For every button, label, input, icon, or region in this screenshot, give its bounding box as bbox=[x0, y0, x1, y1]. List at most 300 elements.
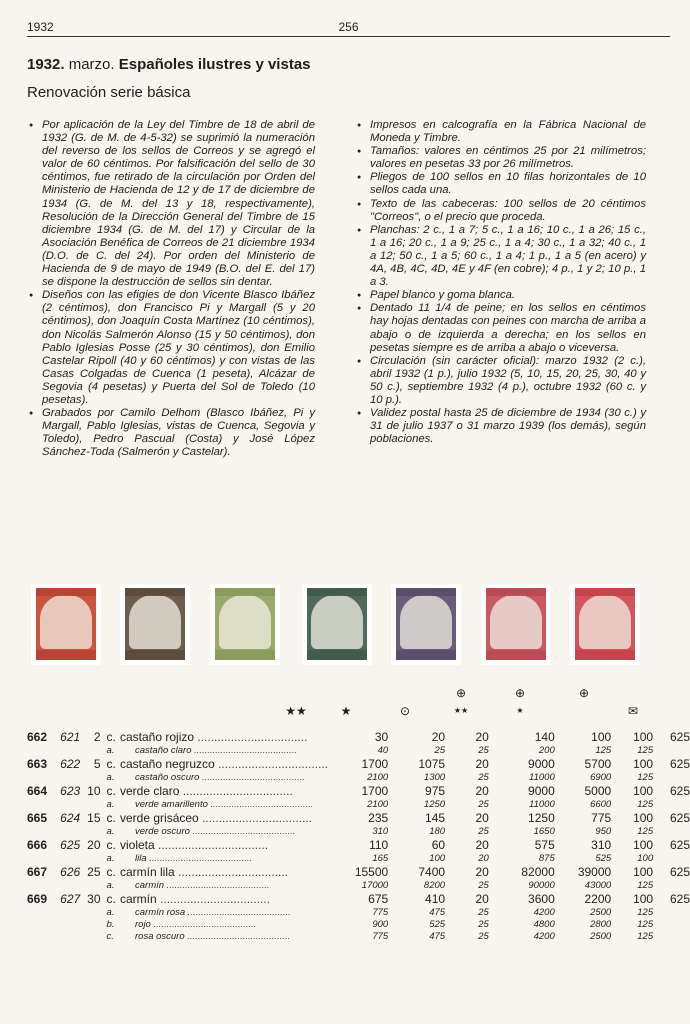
table-subrow bbox=[27, 744, 690, 756]
column-symbol-sub: ★★ bbox=[453, 706, 469, 715]
variant-description bbox=[120, 825, 328, 837]
price-value bbox=[653, 918, 690, 930]
stamp-value-band bbox=[486, 650, 546, 660]
price-value: 575 bbox=[534, 837, 555, 852]
variant-description bbox=[120, 852, 328, 864]
unit: c. bbox=[106, 864, 116, 879]
price-value: 125 bbox=[637, 744, 654, 756]
stamp-image bbox=[120, 583, 190, 665]
stamp-value-band bbox=[36, 650, 96, 660]
price-value: 625 bbox=[669, 864, 690, 879]
stamp-top-band bbox=[215, 588, 275, 596]
catalog-number: 669 bbox=[27, 891, 48, 906]
stamp-images-row bbox=[0, 583, 690, 668]
alt-number: 624 bbox=[60, 810, 81, 825]
face-value: 15 bbox=[87, 810, 101, 825]
price-value: 140 bbox=[534, 729, 555, 744]
column-symbol: ⊕ bbox=[578, 686, 590, 700]
stamp-portrait bbox=[490, 595, 542, 649]
note-item: ● Validez postal hasta 25 de diciembre de 1934 (30 c.) y 31 de julio 1937 o 31 marzo 1939 (los demás), según poblaciones. bbox=[357, 407, 646, 446]
price-value: 4800 bbox=[533, 918, 555, 930]
face-value bbox=[86, 771, 107, 783]
color-name: verde grisáceo bbox=[120, 810, 199, 825]
catalog-number: 665 bbox=[27, 810, 48, 825]
price-value bbox=[653, 930, 690, 942]
stamp-value-band bbox=[215, 650, 275, 660]
variant-letter: a. bbox=[106, 771, 115, 783]
alt-number bbox=[60, 825, 86, 837]
note-item: ● Pliegos de 100 sellos en 10 filas horizontales de 10 sellos cada una. bbox=[357, 171, 646, 197]
price-value: 125 bbox=[637, 798, 654, 810]
price-value: 90000 bbox=[528, 879, 555, 891]
price-value: 2500 bbox=[590, 906, 612, 918]
stamp-top-band bbox=[36, 588, 96, 596]
table-row bbox=[27, 756, 690, 771]
color-name: verde claro bbox=[120, 783, 180, 798]
price-value: 100 bbox=[429, 852, 446, 864]
stamp-portrait bbox=[579, 595, 631, 649]
catalog-number bbox=[27, 771, 60, 783]
price-value: 125 bbox=[637, 879, 654, 891]
catalog-number: 662 bbox=[27, 729, 48, 744]
catalog-number bbox=[27, 918, 60, 930]
price-value: 100 bbox=[633, 891, 654, 906]
price-value: 110 bbox=[369, 837, 389, 852]
price-value: 125 bbox=[637, 918, 654, 930]
stamp-top-band bbox=[125, 588, 185, 596]
page-header bbox=[27, 18, 670, 37]
alt-number: 627 bbox=[60, 891, 81, 906]
price-value: 950 bbox=[595, 825, 612, 837]
price-value: 1300 bbox=[423, 771, 446, 783]
price-value: 2500 bbox=[590, 930, 612, 942]
catalog-number: 663 bbox=[27, 756, 48, 771]
leader-dots: ....................................... bbox=[207, 798, 314, 810]
price-value: 475 bbox=[429, 906, 446, 918]
catalog-number: 666 bbox=[27, 837, 48, 852]
stamp-portrait bbox=[219, 595, 271, 649]
price-value: 7400 bbox=[418, 864, 446, 879]
table-row bbox=[27, 729, 690, 744]
price-value: 180 bbox=[429, 825, 446, 837]
column-symbol: ★ bbox=[340, 704, 352, 718]
price-value: 25 bbox=[478, 744, 489, 756]
column-symbols bbox=[0, 682, 690, 722]
price-value bbox=[653, 879, 690, 891]
price-value: 625 bbox=[669, 729, 690, 744]
variant-letter: b. bbox=[106, 918, 115, 930]
notes-right-list bbox=[357, 119, 646, 446]
price-value: 1700 bbox=[361, 783, 389, 798]
variant-color: verde amarillento bbox=[135, 798, 208, 810]
price-value: 625 bbox=[669, 756, 690, 771]
price-value: 5700 bbox=[584, 756, 612, 771]
variant-color: verde oscuro bbox=[135, 825, 190, 837]
note-item: ● Papel blanco y goma blanca. bbox=[357, 289, 646, 302]
note-item: ● Planchas: 2 c., 1 a 7; 5 c., 1 a 16; 10 c., 1 a 26; 15 c., 1 a 16; 20 c., 1 a 9; 25 c., 1 a 4; 30 c., 1 a 32; 40 c., 1 a 12; 50 c., 1 a 5; 60 c., 1 a 4; 1 p., 1 a 5 (en acero) y 4A, 4B, 4C, 4D, 4E y 4F (en cobre); 4 p., 1 y 2; 10 p., 1 a 3. bbox=[357, 224, 646, 289]
catalog-number: 667 bbox=[27, 864, 48, 879]
price-value: 775 bbox=[372, 906, 389, 918]
alt-number bbox=[60, 906, 86, 918]
price-value: 200 bbox=[538, 744, 555, 756]
price-value: 20 bbox=[475, 810, 489, 825]
price-value: 20 bbox=[475, 837, 489, 852]
price-value: 1250 bbox=[423, 798, 446, 810]
variant-color: castaño claro bbox=[135, 744, 192, 756]
price-value bbox=[653, 744, 690, 756]
variant-description bbox=[120, 879, 328, 891]
face-value: 10 bbox=[87, 783, 101, 798]
price-value: 100 bbox=[633, 729, 654, 744]
leader-dots: ....................................... bbox=[191, 744, 298, 756]
note-item: ● Texto de las cabeceras: 100 sellos de 20 céntimos "Correos", o el precio que proceda. bbox=[357, 198, 646, 224]
price-value: 100 bbox=[633, 810, 654, 825]
price-value: 1650 bbox=[533, 825, 555, 837]
alt-number bbox=[60, 744, 86, 756]
color-name: castaño rojizo bbox=[120, 729, 195, 744]
color-description bbox=[120, 837, 328, 852]
column-symbol: ⊕ bbox=[514, 686, 526, 700]
price-value: 100 bbox=[637, 852, 654, 864]
color-description bbox=[120, 891, 328, 906]
price-value: 25 bbox=[478, 930, 489, 942]
price-value bbox=[653, 825, 690, 837]
face-value bbox=[86, 879, 107, 891]
price-value bbox=[653, 906, 690, 918]
color-name: castaño negruzco bbox=[120, 756, 215, 771]
leader-dots: ................................. bbox=[194, 729, 308, 744]
price-value: 6600 bbox=[590, 798, 612, 810]
table-subrow bbox=[27, 918, 690, 930]
price-value: 5000 bbox=[584, 783, 612, 798]
note-item: ● Dentado 11 1/4 de peine; en los sellos en céntimos hay hojas dentadas con peines con marcha de arriba a abajo o de izquierda a derecha; en los sellos en pesetas siempre es de arriba a abajo o viceversa. bbox=[357, 302, 646, 354]
price-value: 100 bbox=[591, 729, 612, 744]
note-item: ● Impresos en calcografía en la Fábrica Nacional de Moneda y Timbre. bbox=[357, 119, 646, 145]
face-value: 30 bbox=[87, 891, 101, 906]
price-value: 20 bbox=[475, 729, 489, 744]
alt-number: 621 bbox=[60, 729, 81, 744]
table-row bbox=[27, 864, 690, 879]
price-value: 2100 bbox=[367, 798, 389, 810]
price-value: 625 bbox=[669, 783, 690, 798]
stamp-portrait bbox=[129, 595, 181, 649]
stamp-top-band bbox=[575, 588, 635, 596]
price-value: 1700 bbox=[361, 756, 389, 771]
face-value: 25 bbox=[87, 864, 101, 879]
unit: c. bbox=[106, 756, 116, 771]
stamp-value-band bbox=[307, 650, 367, 660]
header-year: 1932 bbox=[27, 20, 54, 34]
variant-color: castaño oscuro bbox=[135, 771, 200, 783]
unit: c. bbox=[106, 810, 116, 825]
price-value: 25 bbox=[434, 744, 446, 756]
table-subrow bbox=[27, 771, 690, 783]
variant-letter: a. bbox=[106, 798, 115, 810]
alt-number bbox=[60, 879, 86, 891]
price-value: 30 bbox=[374, 729, 389, 744]
price-value: 235 bbox=[368, 810, 389, 825]
face-value: 2 bbox=[93, 729, 101, 744]
price-value: 25 bbox=[478, 825, 489, 837]
leader-dots: ....................................... bbox=[150, 918, 257, 930]
column-symbol: ✉ bbox=[627, 704, 639, 718]
price-value: 900 bbox=[372, 918, 389, 930]
unit: c. bbox=[106, 837, 116, 852]
price-value: 310 bbox=[372, 825, 389, 837]
face-value: 20 bbox=[87, 837, 101, 852]
stamp-image bbox=[31, 583, 101, 665]
page-number: 256 bbox=[338, 20, 359, 34]
variant-description bbox=[120, 906, 328, 918]
price-value: 145 bbox=[425, 810, 446, 825]
notes-left-column bbox=[29, 119, 315, 459]
face-value bbox=[86, 744, 107, 756]
leader-dots: ................................. bbox=[179, 783, 293, 798]
price-value: 4200 bbox=[533, 930, 555, 942]
title-name: Españoles ilustres y vistas bbox=[118, 56, 311, 73]
price-value: 475 bbox=[429, 930, 446, 942]
variant-letter: a. bbox=[106, 906, 115, 918]
face-value bbox=[86, 930, 107, 942]
alt-number bbox=[60, 798, 86, 810]
price-value: 17000 bbox=[361, 879, 389, 891]
variant-color: carmín rosa bbox=[135, 906, 186, 918]
title-year: 1932. bbox=[27, 56, 65, 73]
variant-color: rojo bbox=[135, 918, 151, 930]
price-value: 25 bbox=[478, 918, 489, 930]
price-value: 20 bbox=[478, 852, 489, 864]
leader-dots: ................................. bbox=[154, 837, 269, 852]
catalog-number bbox=[27, 744, 60, 756]
leader-dots: ................................. bbox=[174, 864, 289, 879]
face-value bbox=[86, 798, 107, 810]
page-subtitle: Renovación serie básica bbox=[27, 84, 191, 101]
note-item: ● Circulación (sin carácter oficial): marzo 1932 (2 c.), abril 1932 (1 p.), julio 1932 (5, 10, 15, 20, 25, 30, 40 y 50 c.), septiembre 1932 (4 p.), octubre 1932 (60 c. y 10 p.). bbox=[357, 355, 646, 407]
price-value: 60 bbox=[431, 837, 446, 852]
column-symbol: ⊙ bbox=[399, 704, 411, 718]
catalog-number bbox=[27, 798, 60, 810]
price-value: 20 bbox=[475, 756, 489, 771]
price-value: 2800 bbox=[590, 918, 612, 930]
alt-number bbox=[60, 771, 86, 783]
note-item: ● Diseños con las efigies de don Vicente Blasco Ibáñez (2 céntimos), don Francisco Pi y Margall (5 y 20 céntimos), don Joaquín Costa Martínez (10 céntimos), don Nicolás Salmerón Alonso (15 y 50 céntimos), don Pablo Iglesias Posse (25 y 30 céntimos), don Emilio Castelar Ripoll (40 y 60 céntimos) y con vistas de las Casas Colgadas de Cuenca (1 peseta), Alcázar de Segovia (4 pesetas) y Puerta del Sol de Toledo (10 pesetas). bbox=[29, 289, 315, 407]
price-value: 25 bbox=[478, 798, 489, 810]
table-subrow bbox=[27, 852, 690, 864]
price-value: 525 bbox=[429, 918, 446, 930]
unit: c. bbox=[106, 729, 116, 744]
price-value: 775 bbox=[372, 930, 389, 942]
variant-letter: a. bbox=[106, 825, 115, 837]
stamp-top-band bbox=[486, 588, 546, 596]
variant-color: carmín bbox=[135, 879, 165, 891]
face-value bbox=[86, 852, 107, 864]
price-value: 675 bbox=[368, 891, 389, 906]
stamp-image bbox=[391, 583, 461, 665]
leader-dots: ................................. bbox=[198, 810, 313, 825]
leader-dots: ....................................... bbox=[189, 825, 296, 837]
price-value: 1250 bbox=[528, 810, 555, 825]
note-item: ● Por aplicación de la Ley del Timbre de 18 de abril de 1932 (G. de M. de 4-5-32) se suprimió la numeración del reverso de los sellos de Correos y se agregó el valor de 60 céntimos. Por falsificación del sello de 30 céntimos, fue retirado de la circulación por Orden del Ministerio de Hacienda de 12 y de 17 de diciembre de 1934 (G. de M. del 13 y 18, respectivamente), Resolución de la Dirección General del Timbre de 15 diciembre 1934 (G. de M. del 17) y Circular de la Asociación Benéfica de Correos de 21 diciembre 1934 (D.O. de C. del 24). Por orden del Ministerio de Hacienda de 9 de mayo de 1949 (B.O. del E. del 17) se dispone la destrucción de sellos sin dentar. bbox=[29, 119, 315, 289]
price-value: 100 bbox=[633, 756, 654, 771]
price-value: 20 bbox=[475, 864, 489, 879]
alt-number bbox=[60, 852, 86, 864]
color-description bbox=[120, 864, 328, 879]
price-value: 100 bbox=[633, 783, 654, 798]
leader-dots: ................................. bbox=[214, 756, 329, 771]
price-value: 25 bbox=[478, 906, 489, 918]
stamp-image bbox=[481, 583, 551, 665]
catalog-number bbox=[27, 825, 60, 837]
alt-number: 625 bbox=[60, 837, 81, 852]
variant-description bbox=[120, 798, 328, 810]
price-value: 625 bbox=[669, 837, 690, 852]
price-value: 8200 bbox=[423, 879, 446, 891]
note-item: ● Grabados por Camilo Delhom (Blasco Ibáñez, Pi y Margall, Pablo Iglesias, vistas de Cuenca, Segovia y Toledo), Pedro Pascual (Costa) y José López Sánchez-Toda (Salmerón y Castelar). bbox=[29, 407, 315, 459]
price-value: 125 bbox=[637, 930, 654, 942]
alt-number bbox=[60, 918, 86, 930]
leader-dots: ....................................... bbox=[199, 771, 306, 783]
unit: c. bbox=[106, 891, 116, 906]
stamp-image bbox=[570, 583, 640, 665]
price-value: 43000 bbox=[584, 879, 612, 891]
face-value bbox=[86, 918, 107, 930]
price-value: 310 bbox=[591, 837, 612, 852]
face-value: 5 bbox=[93, 756, 101, 771]
notes-right-column bbox=[357, 119, 646, 446]
price-value: 11000 bbox=[529, 771, 555, 783]
price-value: 4200 bbox=[533, 906, 555, 918]
price-value: 625 bbox=[669, 810, 690, 825]
price-value: 165 bbox=[372, 852, 389, 864]
catalog-table bbox=[27, 729, 690, 942]
color-name: violeta bbox=[120, 837, 155, 852]
price-value: 525 bbox=[595, 852, 612, 864]
variant-description bbox=[120, 918, 328, 930]
leader-dots: ....................................... bbox=[146, 852, 253, 864]
color-description bbox=[120, 729, 328, 744]
unit: c. bbox=[106, 783, 116, 798]
table-subrow bbox=[27, 879, 690, 891]
price-value: 39000 bbox=[577, 864, 612, 879]
price-value: 410 bbox=[425, 891, 446, 906]
price-value: 2200 bbox=[584, 891, 612, 906]
leader-dots: ....................................... bbox=[185, 906, 291, 918]
price-value: 40 bbox=[377, 744, 389, 756]
color-name: carmín bbox=[120, 891, 157, 906]
column-symbol: ★★ bbox=[285, 704, 307, 718]
price-value bbox=[653, 798, 690, 810]
color-description bbox=[120, 810, 328, 825]
price-value: 82000 bbox=[521, 864, 555, 879]
stamp-image bbox=[302, 583, 372, 665]
price-value: 9000 bbox=[528, 783, 555, 798]
price-value: 125 bbox=[637, 771, 654, 783]
catalog-number bbox=[27, 852, 60, 864]
stamp-value-band bbox=[575, 650, 635, 660]
page-title bbox=[27, 56, 311, 73]
table-subrow bbox=[27, 798, 690, 810]
stamp-portrait bbox=[40, 595, 92, 649]
price-value: 125 bbox=[595, 744, 612, 756]
catalog-number: 664 bbox=[27, 783, 48, 798]
color-description bbox=[120, 756, 328, 771]
price-value: 1075 bbox=[418, 756, 446, 771]
table-subrow bbox=[27, 825, 690, 837]
face-value bbox=[86, 906, 107, 918]
price-value: 9000 bbox=[528, 756, 555, 771]
price-value: 100 bbox=[633, 864, 654, 879]
table-row bbox=[27, 783, 690, 798]
color-description bbox=[120, 783, 328, 798]
price-value: 100 bbox=[633, 837, 654, 852]
column-symbol: ⊕ bbox=[455, 686, 467, 700]
price-value: 775 bbox=[591, 810, 612, 825]
price-value: 2100 bbox=[367, 771, 389, 783]
face-value bbox=[86, 825, 107, 837]
variant-letter: a. bbox=[106, 852, 115, 864]
variant-description bbox=[120, 771, 328, 783]
variant-description bbox=[120, 744, 328, 756]
variant-letter: a. bbox=[106, 879, 115, 891]
table-row bbox=[27, 810, 690, 825]
catalog-number bbox=[27, 930, 60, 942]
stamp-value-band bbox=[125, 650, 185, 660]
price-value: 15500 bbox=[354, 864, 389, 879]
variant-color: rosa oscuro bbox=[135, 930, 185, 942]
note-item: ● Tamaños: valores en céntimos 25 por 21 milímetros; valores en pesetas 33 por 26 milímetros. bbox=[357, 145, 646, 171]
variant-letter: a. bbox=[106, 744, 115, 756]
alt-number: 623 bbox=[60, 783, 81, 798]
table-subrow bbox=[27, 906, 690, 918]
stamp-portrait bbox=[400, 595, 452, 649]
leader-dots: ....................................... bbox=[164, 879, 270, 891]
price-value: 20 bbox=[431, 729, 446, 744]
price-value: 125 bbox=[637, 906, 654, 918]
stamp-top-band bbox=[307, 588, 367, 596]
alt-number: 622 bbox=[60, 756, 81, 771]
color-name: carmín lila bbox=[120, 864, 175, 879]
stamp-portrait bbox=[311, 595, 363, 649]
column-symbol-sub: ★ bbox=[516, 706, 524, 715]
price-value bbox=[653, 771, 690, 783]
variant-letter: c. bbox=[106, 930, 114, 942]
stamp-value-band bbox=[396, 650, 456, 660]
catalog-number bbox=[27, 879, 60, 891]
price-value: 20 bbox=[475, 783, 489, 798]
notes-left-list bbox=[29, 119, 315, 459]
price-value: 11000 bbox=[529, 798, 555, 810]
leader-dots: ................................. bbox=[156, 891, 271, 906]
variant-color: lila bbox=[135, 852, 147, 864]
price-value: 6900 bbox=[590, 771, 612, 783]
price-value: 3600 bbox=[528, 891, 555, 906]
stamp-top-band bbox=[396, 588, 456, 596]
table-row bbox=[27, 891, 690, 906]
price-value: 125 bbox=[637, 825, 654, 837]
price-value: 875 bbox=[538, 852, 555, 864]
catalog-number bbox=[27, 906, 60, 918]
title-month: marzo. bbox=[68, 56, 115, 73]
price-value: 25 bbox=[478, 771, 489, 783]
alt-number: 626 bbox=[60, 864, 81, 879]
price-value: 20 bbox=[475, 891, 489, 906]
leader-dots: ....................................... bbox=[184, 930, 291, 942]
stamp-image bbox=[210, 583, 280, 665]
variant-description bbox=[120, 930, 328, 942]
price-value: 625 bbox=[669, 891, 690, 906]
table-row bbox=[27, 837, 690, 852]
table-subrow bbox=[27, 930, 690, 942]
